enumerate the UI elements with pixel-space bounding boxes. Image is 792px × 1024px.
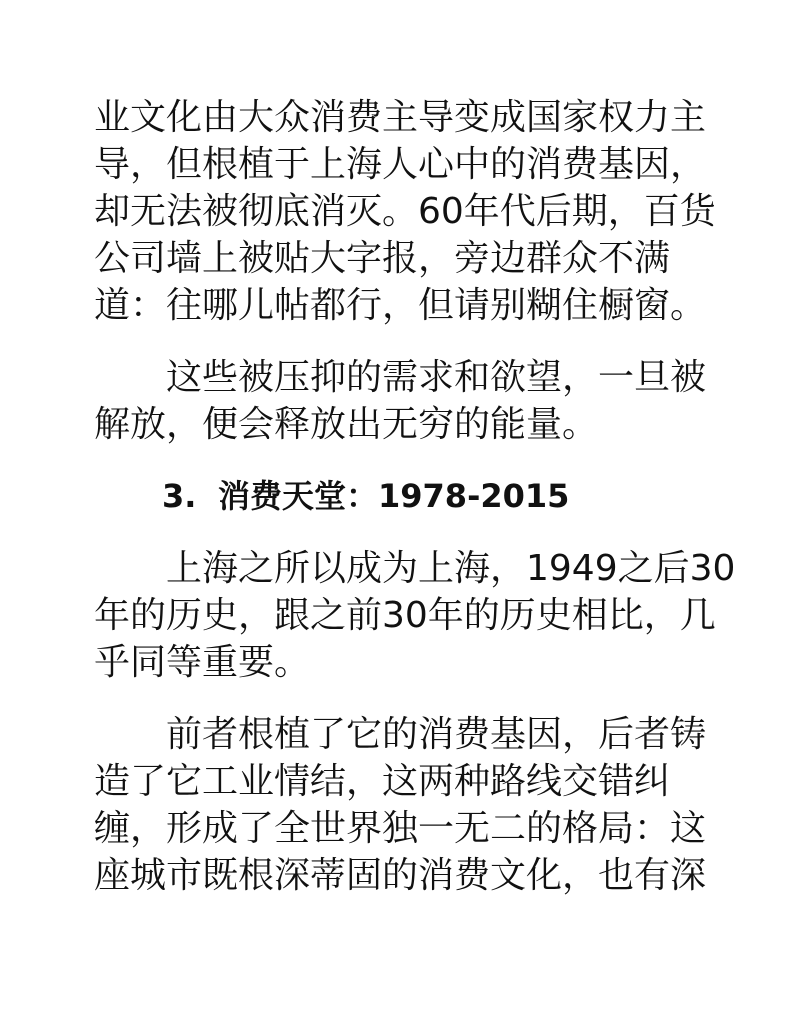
text-line: 解放，便会释放出无穷的能量。 bbox=[94, 404, 599, 445]
paragraph-spacer bbox=[94, 686, 694, 711]
paragraph-suppressed-desire bbox=[94, 354, 707, 448]
text-line: 业文化由大众消费主导变成国家权力主 bbox=[94, 97, 707, 138]
text-line: 缠，形成了全世界独一无二的格局：这 bbox=[94, 808, 707, 849]
text-line: 前者根植了它的消费基因，后者铸 bbox=[166, 714, 707, 755]
paragraph-spacer bbox=[94, 520, 694, 545]
paragraph-spacer bbox=[94, 448, 694, 473]
section-number: 3. bbox=[162, 477, 197, 515]
text-line: 道：往哪儿帖都行，但请别糊住橱窗。 bbox=[94, 285, 707, 326]
text-line: 座城市既根深蒂固的消费文化，也有深 bbox=[94, 855, 707, 896]
paragraph-spacer bbox=[94, 329, 694, 354]
text-line: 年的历史，跟之前30年的历史相比，几 bbox=[94, 595, 716, 636]
document-page bbox=[94, 94, 736, 899]
text-line: 上海之所以成为上海，1949之后30 bbox=[166, 548, 736, 589]
text-line: 导，但根植于上海人心中的消费基因， bbox=[94, 144, 707, 185]
paragraph-consumer-gene bbox=[94, 94, 716, 329]
text-line: 公司墙上被贴大字报，旁边群众不满 bbox=[94, 238, 671, 279]
text-line: 造了它工业情结，这两种路线交错纠 bbox=[94, 761, 671, 802]
paragraph-shanghai-history bbox=[94, 545, 736, 686]
paragraph-two-routes bbox=[94, 711, 707, 899]
section-heading bbox=[94, 473, 694, 520]
text-line: 却无法被彻底消灭。60年代后期，百货 bbox=[94, 191, 716, 232]
section-title: 消费天堂：1978-2015 bbox=[218, 477, 570, 515]
text-line: 这些被压抑的需求和欲望，一旦被 bbox=[166, 357, 707, 398]
text-line: 乎同等重要。 bbox=[94, 642, 311, 683]
